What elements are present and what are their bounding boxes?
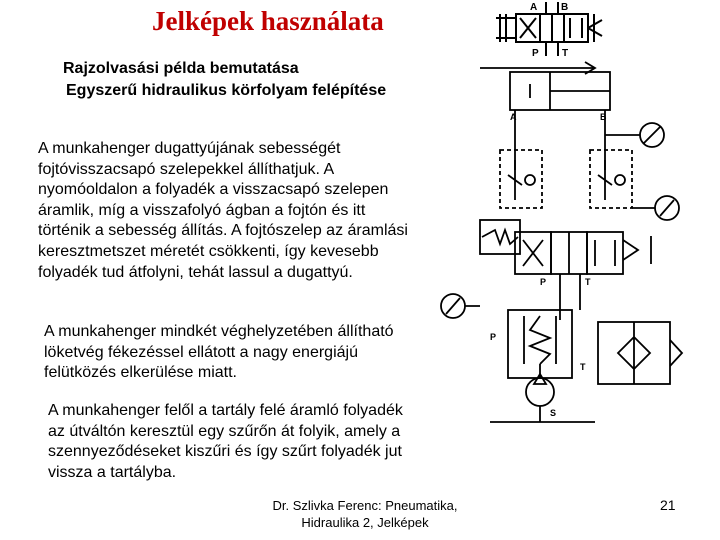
circuit-port-a: A bbox=[510, 112, 517, 122]
subtitle-line-1: Rajzolvasási példa bemutatása bbox=[63, 60, 299, 77]
footer-author-line-1: Dr. Szlivka Ferenc: Pneumatika, bbox=[272, 498, 458, 513]
valve-port-t: T bbox=[562, 48, 569, 59]
pump-label-s: S bbox=[550, 408, 557, 418]
lower-port-p: P bbox=[490, 332, 497, 342]
footer-author bbox=[262, 497, 468, 531]
lower-port-t: T bbox=[580, 362, 586, 372]
paragraph-throttle-check-valve: A munkahenger dugattyújának sebességét fojtóvisszacsapó szelepekkel állíthatjuk. A nyomóoldalon a folyadék a visszacsapó szelepen áramlik, míg a visszafolyó ágban a fojtón és itt történik a sebesség állítás. A fojtószelep az áramlási keresztmetszet méretét csökkenti, így kevesebb folyadék tud átfolyni, tehát lassul a dugattyú. bbox=[38, 140, 408, 281]
subtitle-line-2: Egyszerű hidraulikus körfolyam felépítése bbox=[66, 82, 387, 99]
valve-port-p: P bbox=[532, 48, 539, 59]
pump-icon bbox=[526, 378, 554, 406]
slide-title: Jelképek használata bbox=[152, 6, 384, 36]
paragraph-end-cushioning: A munkahenger mindkét véghelyzetében állítható löketvég fékezéssel ellátott a nagy energiájú felütközés elkerülése miatt. bbox=[44, 323, 394, 382]
hydraulic-circuit-diagram bbox=[420, 60, 710, 440]
page-number: 21 bbox=[660, 497, 676, 513]
valve-port-b: B bbox=[561, 2, 569, 13]
mid-port-t: T bbox=[585, 277, 591, 287]
valve-port-a: A bbox=[530, 2, 538, 13]
paragraph-filter: A munkahenger felől a tartály felé áramló folyadék az útváltón keresztül egy szűrőn át folyik, amely a szennyeződéseket kiszűri és így szűrt folyadék jut vissza a tartályba. bbox=[48, 402, 403, 481]
mid-port-p: P bbox=[540, 277, 547, 287]
footer-author-line-2: Hidraulika 2, Jelképek bbox=[301, 515, 429, 530]
directional-valve-symbol bbox=[490, 0, 610, 60]
circuit-port-b: B bbox=[600, 112, 607, 122]
